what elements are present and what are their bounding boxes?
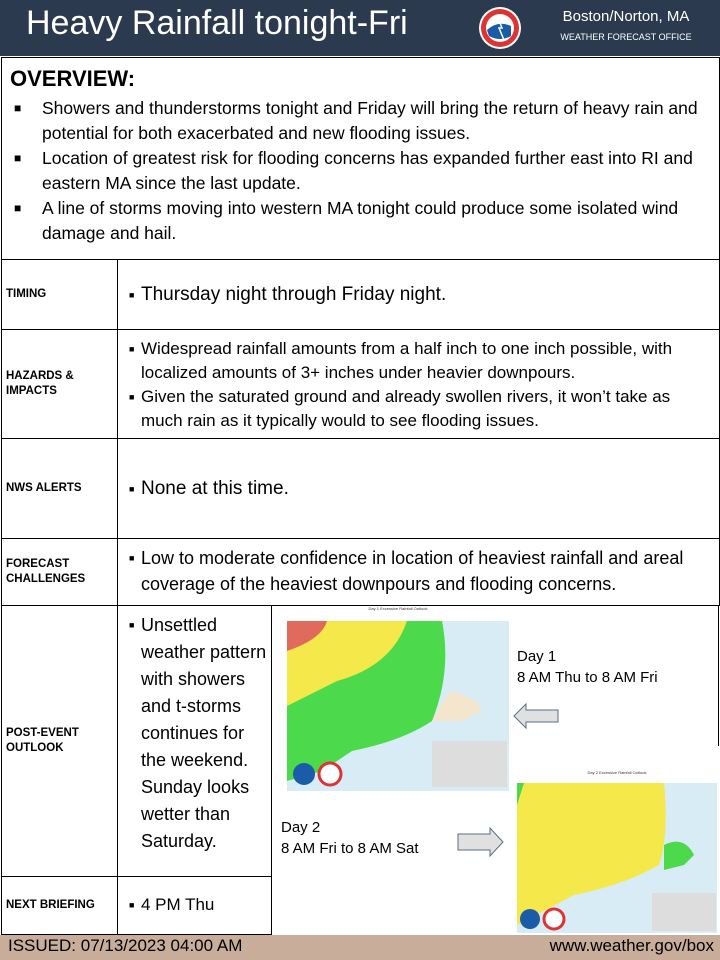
row-label: POST-EVENT OUTLOOK [2, 606, 118, 876]
overview-bullet: ■ Showers and thunderstorms tonight and Friday will bring the return of heavy rain and potential for both exacerbated and new flooding issues. [14, 98, 698, 143]
footer-bar [0, 935, 720, 960]
row-timing [1, 259, 720, 330]
day1-map-graphic [282, 611, 514, 791]
page-title: Heavy Rainfall tonight-Fri [26, 4, 408, 42]
day2-label: Day 2 8 AM Fri to 8 AM Sat [281, 819, 419, 857]
overview-heading: OVERVIEW: [10, 66, 136, 91]
row-label: NWS ALERTS [2, 439, 118, 538]
row-bullet: ■ Low to moderate confidence in location of heaviest rainfall and areal coverage of the heaviest downpours and flooding concerns. [129, 548, 684, 594]
arrow-left-icon [513, 702, 561, 730]
row-bullet: ■ Given the saturated ground and already swollen rivers, it won’t take as much rain as it typically would to see flooding issues. [129, 387, 671, 430]
row-bullet: ■ Thursday night through Friday night. [129, 284, 447, 305]
issued-timestamp: ISSUED: 07/13/2023 04:00 AM [8, 936, 243, 955]
overview-text: Location of greatest risk for flooding concerns has expanded further east into RI and eastern MA since the last update. [42, 148, 693, 193]
day1-label: Day 1 8 AM Thu to 8 AM Fri [517, 648, 658, 686]
row-alerts [1, 439, 720, 539]
overview-text: A line of storms moving into western MA tonight could produce some isolated wind damage and hail. [42, 198, 679, 243]
overview-bullet: ■ A line of storms moving into western MA tonight could produce some isolated wind damage and hail. [14, 198, 679, 243]
day2-map-graphic [514, 775, 720, 933]
office-block [536, 8, 716, 42]
row-bullet: ■ Widespread rainfall amounts from a half inch to one inch possible, with localized amounts of 3+ inches under heavier downpours. [129, 339, 673, 382]
day1-outlook-map [282, 606, 514, 798]
day2-outlook-map [514, 770, 720, 934]
arrow-right-icon [456, 826, 504, 858]
row-briefing [1, 877, 272, 935]
row-label: TIMING [2, 259, 118, 329]
overview-bullet: ■ Location of greatest risk for flooding concerns has expanded further east into RI and eastern MA since the last update. [14, 148, 693, 193]
header-banner [0, 0, 720, 56]
map-caption: Day 1 Excessive Rainfall Outlook [368, 606, 428, 611]
row-label: HAZARDS & IMPACTS [2, 330, 118, 438]
website-link[interactable]: www.weather.gov/box [549, 936, 714, 955]
row-hazards [1, 330, 720, 439]
row-bullet: ■ 4 PM Thu [129, 895, 215, 914]
row-bullet: ■ None at this time. [129, 478, 289, 499]
overview-text: Showers and thunderstorms tonight and Friday will bring the return of heavy rain and potential for both exacerbated and new flooding issues. [42, 98, 698, 143]
row-bullet: ■ Unsettled weather pattern with showers and t-storms continues for the weekend. Sunday looks wetter than Saturday. [129, 615, 267, 851]
row-label: FORECAST CHALLENGES [2, 539, 118, 605]
map-caption: Day 2 Excessive Rainfall Outlook [587, 770, 647, 775]
row-label: NEXT BRIEFING [2, 877, 118, 934]
office-name: Boston/Norton, MA [562, 8, 690, 25]
nws-logo-icon [478, 6, 522, 50]
overview-section [1, 57, 720, 260]
row-challenges [1, 539, 720, 606]
office-subtitle: WEATHER FORECAST OFFICE [560, 32, 692, 42]
row-outlook [1, 606, 272, 877]
